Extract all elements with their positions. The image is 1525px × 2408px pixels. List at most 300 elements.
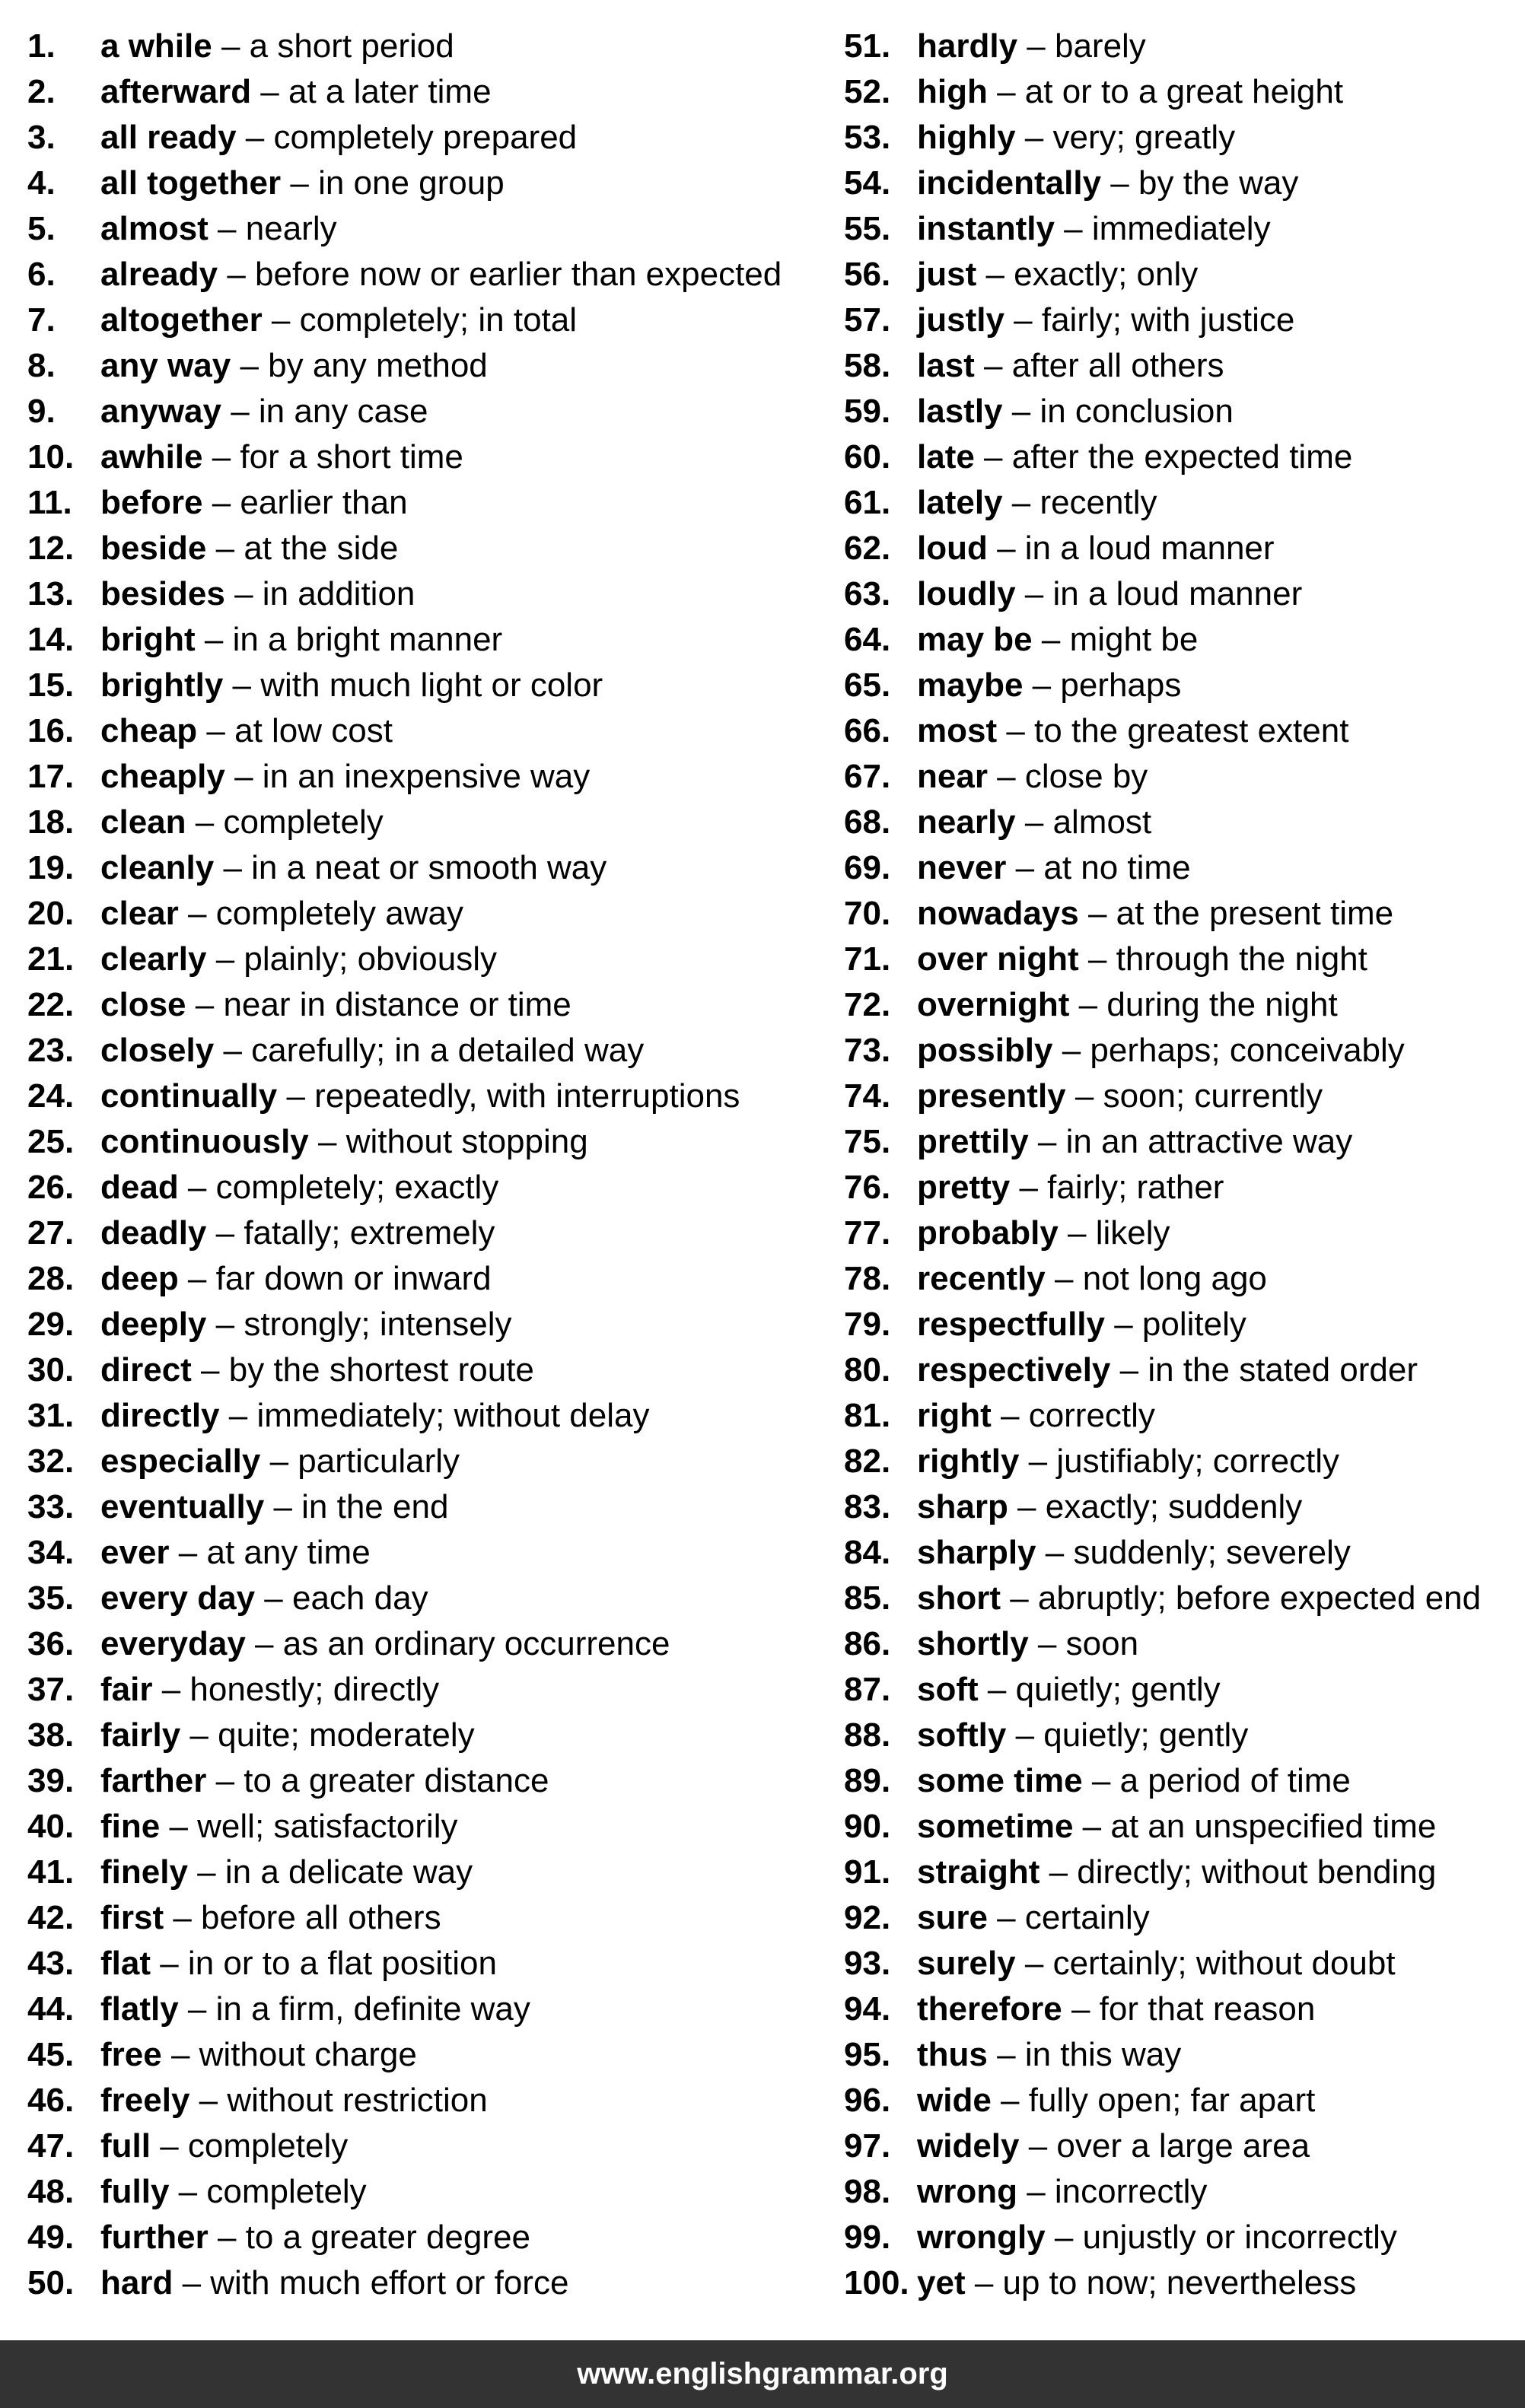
entry-word: cheap	[100, 712, 198, 749]
entry-word: over night	[917, 940, 1079, 978]
entry-definition: in a delicate way	[224, 1853, 473, 1891]
entry-number: 93.	[844, 1945, 891, 1982]
entry-word: free	[100, 2036, 162, 2073]
list-item	[27, 1895, 782, 1941]
list-item	[844, 161, 1481, 206]
list-item	[27, 2032, 782, 2078]
entry-word: shortly	[917, 1625, 1029, 1662]
list-item	[844, 2078, 1481, 2123]
entry-separator: –	[236, 119, 274, 156]
entry-number: 6.	[27, 256, 56, 293]
entry-definition: suddenly; severely	[1073, 1534, 1351, 1571]
list-item	[844, 1302, 1481, 1347]
list-item	[27, 1850, 782, 1895]
entry-definition: at no time	[1043, 849, 1191, 886]
entry-separator: –	[202, 438, 240, 476]
entry-word: prettily	[917, 1123, 1029, 1160]
entry-word: incidentally	[917, 164, 1102, 202]
entry-number: 94.	[844, 1990, 891, 2028]
entry-number: 66.	[844, 712, 891, 749]
entry-number: 68.	[844, 803, 891, 841]
list-item	[27, 1758, 782, 1804]
entry-word: altogether	[100, 301, 263, 339]
entry-definition: barely	[1054, 27, 1146, 65]
entry-word: therefore	[917, 1990, 1062, 2028]
entry-separator: –	[1065, 1077, 1103, 1115]
entry-number: 95.	[844, 2036, 891, 2073]
entry-definition: far down or inward	[215, 1260, 492, 1297]
entry-definition: soon	[1065, 1625, 1139, 1662]
entry-definition: nearly	[245, 210, 337, 247]
list-item	[27, 1074, 782, 1119]
entry-number: 27.	[27, 1214, 75, 1252]
entry-definition: completely; exactly	[215, 1169, 499, 1206]
entry-definition: incorrectly	[1054, 2173, 1208, 2210]
entry-separator: –	[191, 1351, 229, 1388]
entry-definition: perhaps	[1060, 666, 1182, 704]
entry-definition: in or to a flat position	[187, 1945, 497, 1982]
list-item	[27, 1028, 782, 1074]
entry-word: first	[100, 1899, 164, 1936]
entry-word: hard	[100, 2264, 174, 2301]
entry-definition: at a later time	[288, 73, 492, 110]
entry-word: anyway	[100, 393, 221, 430]
entry-separator: –	[219, 1397, 257, 1434]
entry-number: 37.	[27, 1671, 75, 1708]
list-item	[27, 1256, 782, 1302]
list-item	[844, 526, 1481, 571]
entry-definition: might be	[1069, 621, 1199, 658]
entry-definition: to the greatest extent	[1034, 712, 1349, 749]
entry-separator: –	[173, 2264, 211, 2301]
list-item	[27, 800, 782, 845]
entry-definition: in one group	[318, 164, 505, 202]
entry-word: lastly	[917, 393, 1003, 430]
entry-separator: –	[1002, 484, 1040, 521]
list-item	[844, 1119, 1481, 1165]
list-item	[27, 297, 782, 343]
entry-separator: –	[218, 256, 256, 293]
entry-separator: –	[202, 484, 240, 521]
entry-number: 12.	[27, 530, 75, 567]
entry-word: further	[100, 2219, 209, 2256]
entry-definition: up to now; nevertheless	[1002, 2264, 1357, 2301]
entry-separator: –	[1004, 301, 1042, 339]
entry-definition: close by	[1024, 758, 1148, 795]
entry-word: rightly	[917, 1443, 1020, 1480]
list-item	[27, 1941, 782, 1987]
entry-word: flatly	[100, 1990, 179, 2028]
entry-definition: for a short time	[240, 438, 463, 476]
entry-word: any way	[100, 347, 231, 384]
entry-definition: without restriction	[227, 2082, 488, 2119]
entry-separator: –	[1010, 1169, 1048, 1206]
entry-number: 82.	[844, 1443, 891, 1480]
entry-separator: –	[169, 1534, 207, 1571]
entry-separator: –	[206, 1306, 244, 1343]
entry-word: clearly	[100, 940, 207, 978]
entry-number: 91.	[844, 1853, 891, 1891]
list-item	[844, 891, 1481, 937]
entry-number: 53.	[844, 119, 891, 156]
list-item	[27, 2215, 782, 2260]
list-item	[844, 1165, 1481, 1210]
list-column-right	[844, 24, 1481, 2306]
entry-number: 29.	[27, 1306, 75, 1343]
entry-word: respectfully	[917, 1306, 1105, 1343]
entry-number: 25.	[27, 1123, 75, 1160]
list-item	[27, 1210, 782, 1256]
list-item	[27, 845, 782, 891]
entry-separator: –	[1019, 1443, 1057, 1480]
list-item	[27, 1713, 782, 1758]
list-item	[27, 526, 782, 571]
list-item	[27, 1667, 782, 1713]
entry-separator: –	[1073, 1808, 1111, 1845]
entry-definition: almost	[1052, 803, 1152, 841]
entry-separator: –	[214, 1032, 252, 1069]
entry-word: some time	[917, 1762, 1083, 1799]
entry-separator: –	[1028, 1123, 1066, 1160]
entry-separator: –	[1078, 940, 1116, 978]
entry-separator: –	[186, 803, 224, 841]
entry-definition: by the shortest route	[228, 1351, 534, 1388]
entry-word: never	[917, 849, 1007, 886]
entry-word: near	[917, 758, 988, 795]
entry-number: 49.	[27, 2219, 75, 2256]
entry-number: 76.	[844, 1169, 891, 1206]
entry-definition: quite; moderately	[218, 1716, 475, 1754]
entry-number: 83.	[844, 1488, 891, 1525]
entry-separator: –	[164, 1899, 202, 1936]
list-item	[27, 1987, 782, 2032]
entry-separator: –	[1045, 2219, 1083, 2256]
entry-word: deadly	[100, 1214, 207, 1252]
entry-word: besides	[100, 575, 225, 612]
entry-definition: completely	[206, 2173, 367, 2210]
list-item	[844, 663, 1481, 708]
list-item	[27, 1576, 782, 1621]
entry-definition: in a firm, definite way	[215, 1990, 530, 2028]
list-item	[844, 1576, 1481, 1621]
entry-word: especially	[100, 1443, 261, 1480]
entry-number: 30.	[27, 1351, 75, 1388]
entry-word: afterward	[100, 73, 252, 110]
entry-definition: repeatedly, with interruptions	[314, 1077, 740, 1115]
entry-separator: –	[991, 1397, 1029, 1434]
entry-word: close	[100, 986, 186, 1023]
list-item	[27, 389, 782, 434]
list-item	[844, 24, 1481, 69]
list-item	[27, 1439, 782, 1484]
list-item	[844, 1713, 1481, 1758]
entry-word: a while	[100, 27, 212, 65]
list-item	[844, 845, 1481, 891]
list-item	[844, 1439, 1481, 1484]
entry-definition: as an ordinary occurrence	[282, 1625, 670, 1662]
entry-number: 5.	[27, 210, 56, 247]
entry-number: 86.	[844, 1625, 891, 1662]
entry-definition: fatally; extremely	[244, 1214, 495, 1252]
entry-word: awhile	[100, 438, 203, 476]
entry-number: 65.	[844, 666, 891, 704]
entry-number: 23.	[27, 1032, 75, 1069]
entry-word: all ready	[100, 119, 237, 156]
entry-separator: –	[189, 2082, 228, 2119]
entry-definition: without stopping	[345, 1123, 588, 1160]
entry-separator: –	[161, 2036, 199, 2073]
entry-word: fairly	[100, 1716, 181, 1754]
entry-word: high	[917, 73, 988, 110]
entry-word: continually	[100, 1077, 278, 1115]
entry-separator: –	[1006, 849, 1044, 886]
entry-number: 57.	[844, 301, 891, 339]
entry-definition: after all others	[1011, 347, 1224, 384]
entry-word: possibly	[917, 1032, 1053, 1069]
list-item	[844, 2260, 1481, 2306]
entry-separator: –	[1023, 666, 1061, 704]
entry-definition: justifiably; correctly	[1056, 1443, 1340, 1480]
entry-definition: with much effort or force	[210, 2264, 569, 2301]
entry-number: 19.	[27, 849, 75, 886]
entry-number: 50.	[27, 2264, 75, 2301]
entry-number: 47.	[27, 2127, 75, 2165]
entry-definition: each day	[291, 1579, 428, 1617]
entry-number: 61.	[844, 484, 891, 521]
entry-definition: abruptly; before expected end	[1037, 1579, 1482, 1617]
entry-separator: –	[1015, 803, 1053, 841]
entry-word: continuously	[100, 1123, 309, 1160]
entry-number: 81.	[844, 1397, 891, 1434]
entry-separator: –	[1028, 1625, 1066, 1662]
list-item	[844, 252, 1481, 297]
entry-separator: –	[264, 1488, 302, 1525]
entry-number: 4.	[27, 164, 56, 202]
entry-separator: –	[1039, 1853, 1078, 1891]
entry-separator: –	[180, 1716, 218, 1754]
entry-definition: honestly; directly	[189, 1671, 440, 1708]
entry-separator: –	[195, 621, 233, 658]
entry-definition: in the end	[301, 1488, 449, 1525]
footer-banner	[0, 2340, 1525, 2408]
list-item	[844, 1028, 1481, 1074]
entry-definition: in a loud manner	[1052, 575, 1303, 612]
entry-word: sometime	[917, 1808, 1074, 1845]
entry-definition: without charge	[199, 2036, 417, 2073]
entry-number: 67.	[844, 758, 891, 795]
entry-definition: strongly; intensely	[244, 1306, 512, 1343]
list-item	[27, 252, 782, 297]
entry-separator: –	[186, 986, 224, 1023]
entry-definition: by any method	[268, 347, 488, 384]
list-item	[844, 571, 1481, 617]
entry-number: 56.	[844, 256, 891, 293]
list-item	[27, 2169, 782, 2215]
entry-word: widely	[917, 2127, 1020, 2165]
entry-separator: –	[262, 301, 300, 339]
list-item	[844, 2215, 1481, 2260]
list-item	[27, 2123, 782, 2169]
entry-number: 45.	[27, 2036, 75, 2073]
entry-word: may be	[917, 621, 1033, 658]
entry-separator: –	[1054, 210, 1092, 247]
entry-definition: near in distance or time	[223, 986, 571, 1023]
entry-number: 42.	[27, 1899, 75, 1936]
entry-definition: in conclusion	[1039, 393, 1234, 430]
entry-definition: at or to a great height	[1024, 73, 1344, 110]
entry-word: just	[917, 256, 977, 293]
entry-number: 28.	[27, 1260, 75, 1297]
entry-separator: –	[223, 666, 261, 704]
entry-number: 18.	[27, 803, 75, 841]
entry-definition: in the stated order	[1148, 1351, 1418, 1388]
entry-number: 24.	[27, 1077, 75, 1115]
entry-word: directly	[100, 1397, 220, 1434]
list-item	[844, 1941, 1481, 1987]
entry-word: surely	[917, 1945, 1016, 1982]
entry-number: 40.	[27, 1808, 75, 1845]
entry-separator: –	[224, 575, 263, 612]
entry-definition: fairly; rather	[1047, 1169, 1224, 1206]
entry-separator: –	[197, 712, 235, 749]
list-item	[27, 434, 782, 480]
entry-separator: –	[260, 1443, 298, 1480]
entry-word: closely	[100, 1032, 215, 1069]
entry-separator: –	[976, 256, 1014, 293]
entry-separator: –	[987, 73, 1025, 110]
entry-word: soft	[917, 1671, 979, 1708]
entry-word: beside	[100, 530, 207, 567]
entry-separator: –	[178, 1169, 216, 1206]
entry-definition: for that reason	[1099, 1990, 1316, 2028]
entry-separator: –	[1002, 393, 1040, 430]
entry-number: 7.	[27, 301, 56, 339]
entry-separator: –	[965, 2264, 1003, 2301]
entry-word: flat	[100, 1945, 151, 1982]
entry-number: 54.	[844, 164, 891, 202]
entry-word: cleanly	[100, 849, 215, 886]
list-item	[844, 1758, 1481, 1804]
list-item	[27, 571, 782, 617]
list-item	[844, 1256, 1481, 1302]
entry-number: 80.	[844, 1351, 891, 1388]
entry-definition: before now or earlier than expected	[255, 256, 782, 293]
entry-definition: completely; in total	[299, 301, 578, 339]
entry-definition: exactly; only	[1014, 256, 1199, 293]
entry-number: 46.	[27, 2082, 75, 2119]
entry-definition: in an inexpensive way	[262, 758, 591, 795]
entry-definition: immediately; without delay	[256, 1397, 650, 1434]
entry-definition: fully open; far apart	[1028, 2082, 1316, 2119]
list-item	[27, 1347, 782, 1393]
entry-word: maybe	[917, 666, 1024, 704]
entry-separator: –	[974, 438, 1012, 476]
entry-definition: certainly; without doubt	[1052, 1945, 1396, 1982]
entry-definition: at low cost	[234, 712, 393, 749]
entry-word: late	[917, 438, 975, 476]
entry-definition: in this way	[1024, 2036, 1182, 2073]
list-item	[844, 754, 1481, 800]
entry-definition: likely	[1095, 1214, 1170, 1252]
entry-number: 84.	[844, 1534, 891, 1571]
entry-word: deeply	[100, 1306, 207, 1343]
entry-number: 34.	[27, 1534, 75, 1571]
entry-number: 97.	[844, 2127, 891, 2165]
entry-definition: exactly; suddenly	[1045, 1488, 1303, 1525]
entry-word: all together	[100, 164, 282, 202]
entry-word: eventually	[100, 1488, 265, 1525]
entry-word: highly	[917, 119, 1016, 156]
entry-separator: –	[212, 27, 250, 65]
entry-separator: –	[206, 530, 244, 567]
entry-separator: –	[231, 347, 269, 384]
entry-word: clear	[100, 895, 179, 932]
entry-definition: particularly	[298, 1443, 460, 1480]
entry-definition: plainly; obviously	[244, 940, 498, 978]
entry-number: 20.	[27, 895, 75, 932]
list-item	[27, 617, 782, 663]
entry-separator: –	[178, 1990, 216, 2028]
entry-separator: –	[997, 712, 1035, 749]
entry-separator: –	[187, 1853, 225, 1891]
entry-number: 71.	[844, 940, 891, 978]
list-item	[844, 937, 1481, 982]
entry-separator: –	[1015, 119, 1053, 156]
entry-definition: before all others	[201, 1899, 441, 1936]
entry-separator: –	[281, 164, 319, 202]
entry-word: sharply	[917, 1534, 1036, 1571]
list-item	[844, 206, 1481, 252]
entry-separator: –	[255, 1579, 292, 1617]
entry-number: 8.	[27, 347, 56, 384]
entry-separator: –	[206, 1762, 244, 1799]
entry-word: already	[100, 256, 218, 293]
entry-number: 100.	[844, 2264, 909, 2301]
entry-separator: –	[1062, 1990, 1100, 2028]
entry-word: justly	[917, 301, 1004, 339]
entry-word: probably	[917, 1214, 1059, 1252]
entry-number: 26.	[27, 1169, 75, 1206]
entry-number: 88.	[844, 1716, 891, 1754]
entry-separator: –	[1082, 1762, 1120, 1799]
entry-number: 22.	[27, 986, 75, 1023]
entry-number: 43.	[27, 1945, 75, 1982]
list-item	[844, 1347, 1481, 1393]
adverb-list	[0, 24, 1525, 2306]
entry-number: 35.	[27, 1579, 75, 1617]
entry-number: 17.	[27, 758, 75, 795]
entry-word: finely	[100, 1853, 188, 1891]
list-item	[27, 69, 782, 115]
entry-separator: –	[1069, 986, 1107, 1023]
entry-definition: quietly; gently	[1015, 1671, 1221, 1708]
entry-separator: –	[152, 1671, 190, 1708]
entry-definition: not long ago	[1082, 1260, 1267, 1297]
entry-number: 11.	[27, 484, 72, 521]
entry-number: 15.	[27, 666, 75, 704]
entry-separator: –	[974, 347, 1012, 384]
entry-number: 1.	[27, 27, 56, 65]
entry-definition: through the night	[1116, 940, 1367, 978]
entry-word: recently	[917, 1260, 1046, 1297]
entry-number: 77.	[844, 1214, 891, 1252]
entry-number: 51.	[844, 27, 891, 65]
list-item	[844, 2169, 1481, 2215]
entry-number: 41.	[27, 1853, 75, 1891]
entry-word: direct	[100, 1351, 192, 1388]
entry-word: fair	[100, 1671, 153, 1708]
list-item	[844, 1530, 1481, 1576]
